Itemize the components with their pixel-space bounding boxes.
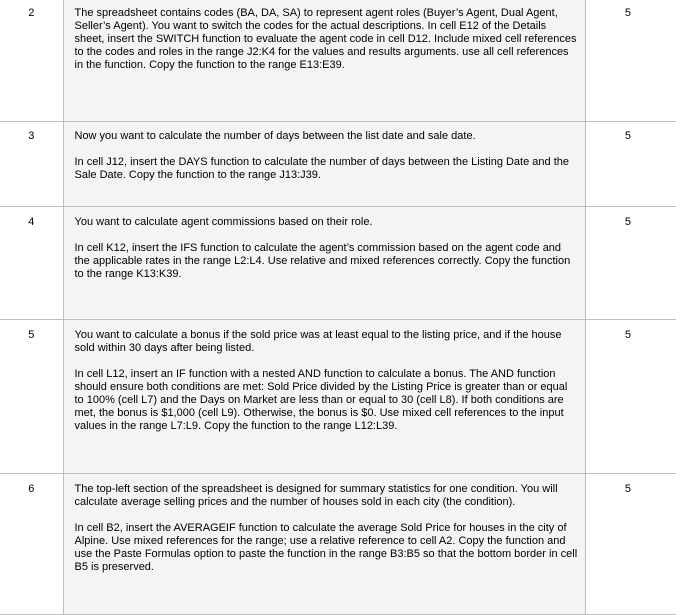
step-description [63,122,585,207]
step-points: 5 [585,0,676,122]
description-paragraph: Now you want to calculate the number of days between the list date and sale date. [74,130,476,142]
step-points: 5 [585,207,676,320]
description-paragraph: In cell K12, insert the IFS function to calculate the agent’s commission based on the agent code and the applicable rates in the range L2:L4. Use relative and mixed references correctly. Copy the function to the range K13:K39. [74,242,571,280]
step-description [63,474,585,615]
step-number: 6 [0,474,63,615]
step-number: 3 [0,122,63,207]
description-paragraph: You want to calculate agent commissions based on their role. [74,216,373,228]
description-paragraph: In cell J12, insert the DAYS function to calculate the number of days between the Listing Date and the Sale Date. Copy the function to the range J13:J39. [74,156,569,181]
step-points: 5 [585,122,676,207]
step-description [63,320,585,474]
step-number: 5 [0,320,63,474]
step-description [63,207,585,320]
step-description [63,0,585,122]
step-number: 2 [0,0,63,122]
description-paragraph: In cell L12, insert an IF function with a nested AND function to calculate a bonus. The AND function should ensure both conditions are met: Sold Price divided by the Listing Price is greater than or equal to 100% (cell L7) and the Days on Market are less than or equal to 30 (cell L8). If both conditions are met, the bonus is $1,000 (cell L9). Otherwise, the bonus is $0. Use mixed cell references to the input values in the range L7:L9. Copy the function to the range L12:L39. [74,368,568,432]
table-row [0,320,676,474]
description-paragraph: The spreadsheet contains codes (BA, DA, SA) to represent agent roles (Buyer’s Agent, Dual Agent, Seller’s Agent). You want to switch the codes for the actual descriptions. In cell E12 of the Details sheet, insert the SWITCH function to evaluate the agent code in cell D12. Include mixed cell references to the codes and roles in the range J2:K4 for the values and results arguments. use all cell references in the function. Copy the function to the range E13:E39. [74,7,577,71]
step-points: 5 [585,474,676,615]
description-paragraph: In cell B2, insert the AVERAGEIF function to calculate the average Sold Price for houses in the city of Alpine. Use mixed references for the range; use a relative reference to cell A2. Copy the function and use the Paste Formulas option to paste the function in the range B3:B5 so that the bottom border in cell B5 is preserved. [74,522,578,573]
step-number: 4 [0,207,63,320]
description-paragraph: The top-left section of the spreadsheet is designed for summary statistics for one condition. You will calculate average selling prices and the number of houses sold in each city (the condition). [74,483,558,508]
table-row [0,207,676,320]
table-row [0,122,676,207]
step-points: 5 [585,320,676,474]
table-row [0,0,676,122]
table-row [0,474,676,615]
description-paragraph: You want to calculate a bonus if the sold price was at least equal to the listing price, and if the house sold within 30 days after being listed. [74,329,562,354]
